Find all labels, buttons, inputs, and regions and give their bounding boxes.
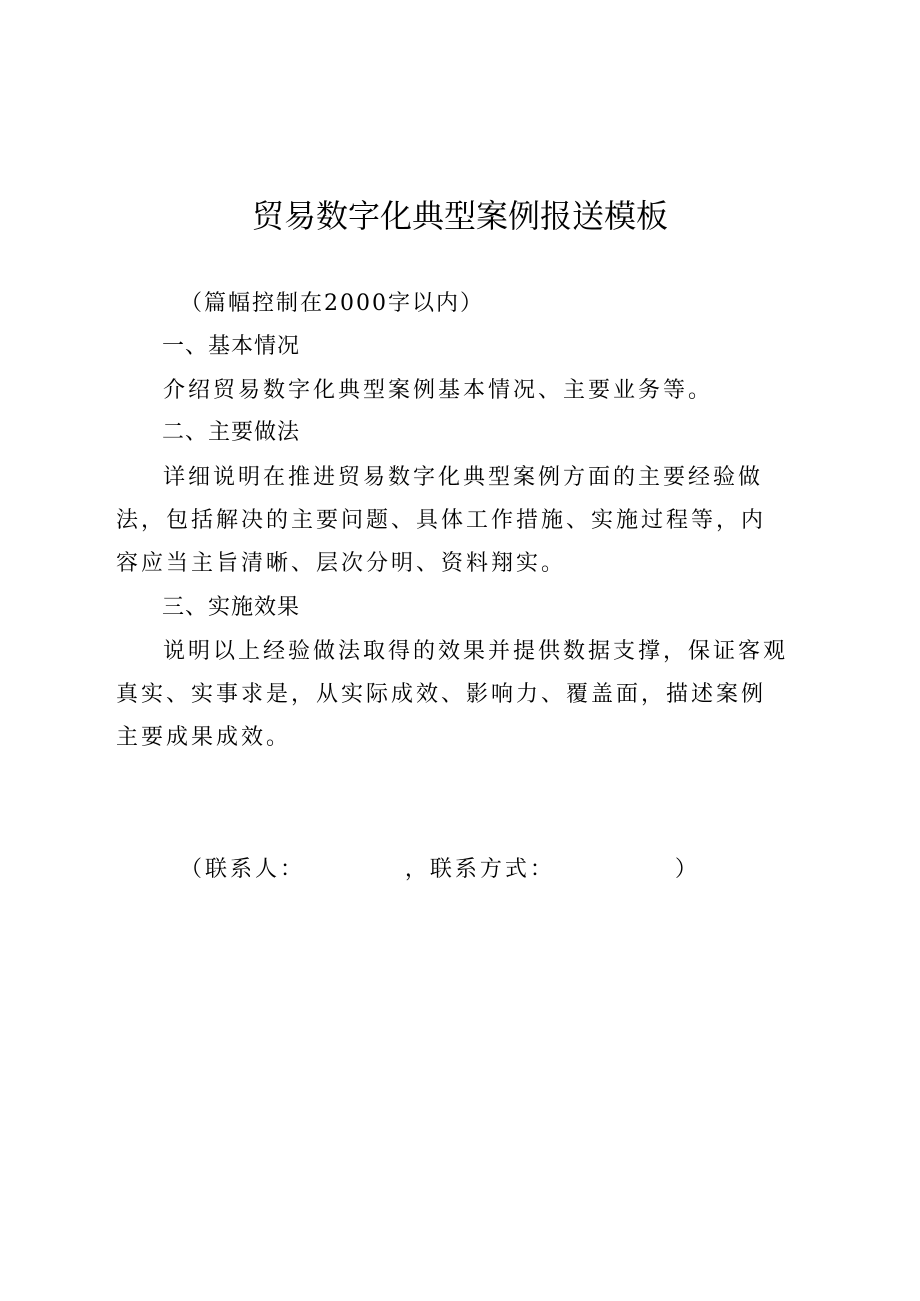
document-title: 贸易数字化典型案例报送模板 (251, 197, 668, 235)
section-heading-basic-info: 一、基本情况 (162, 334, 301, 359)
length-note: （篇幅控制在2000字以内） (180, 291, 484, 316)
section-body-main-practices: 详细说明在推进贸易数字化典型案例方面的主要经验做法，包括解决的主要问题、具体工作措施、实施过程等，内容应当主旨清晰、层次分明、资料翔实。 (116, 465, 767, 576)
section-body-basic-info: 介绍贸易数字化典型案例基本情况、主要业务等。 (163, 378, 714, 403)
section-body-results: 说明以上经验做法取得的效果并提供数据支撑，保证客观真实、实事求是，从实际成效、影响力、覆盖面，描述案例主要成果成效。 (116, 639, 789, 750)
contact-line: （联系人： ，联系方式： ） (180, 857, 700, 882)
section-heading-main-practices: 二、主要做法 (162, 420, 301, 445)
section-heading-results: 三、实施效果 (162, 595, 301, 620)
